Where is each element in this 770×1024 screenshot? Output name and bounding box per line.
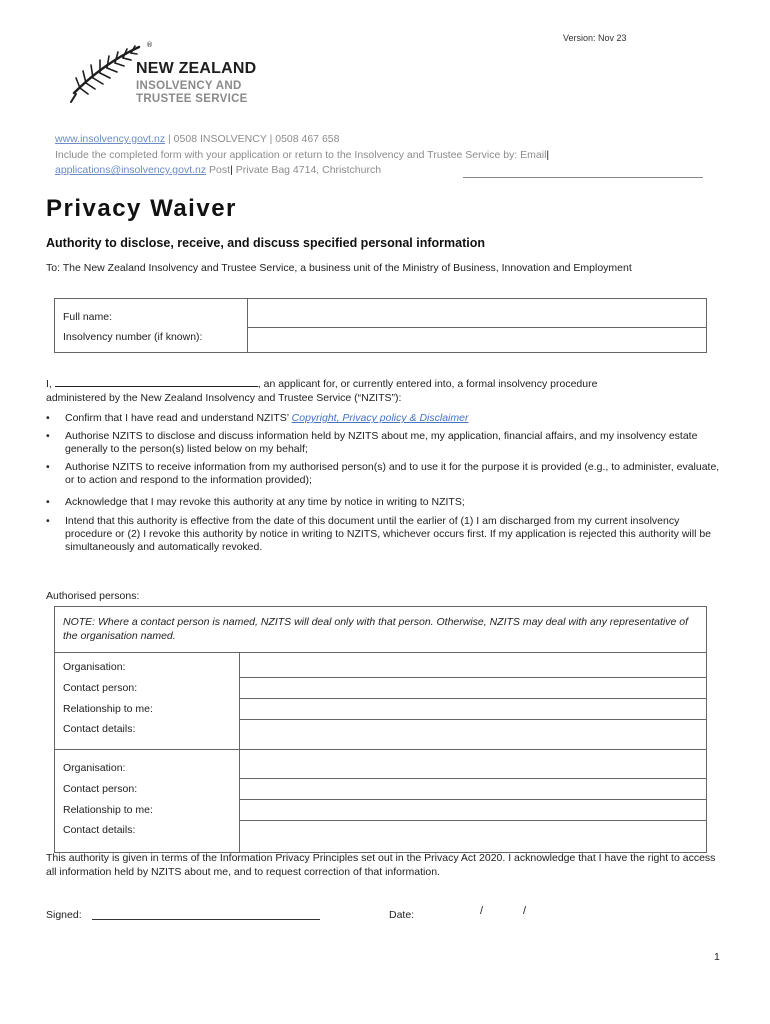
declaration-prefix: I,: [46, 378, 55, 390]
email-link[interactable]: applications@insolvency.govt.nz: [55, 164, 207, 176]
declaration-line2: administered by the New Zealand Insolvency and Trustee Service (“NZITS”):: [46, 391, 402, 404]
declaration: [46, 376, 736, 405]
declaration-suffix: , an applicant for, or currently entered into, a formal insolvency procedure: [257, 378, 598, 390]
fern-icon: [71, 46, 139, 102]
date-separator: /: [523, 905, 527, 917]
contact-person-field-2[interactable]: [240, 778, 707, 799]
post-label: Post: [206, 164, 231, 176]
list-item: • Authorise NZITS to receive information from my authorised person(s) and to use it for the purpose it is provided (e.g., to administer, evaluate, or to action and respond to the information provided);: [46, 461, 726, 487]
list-item: • Authorise NZITS to disclose and discuss information held by NZITS about me, my application, financial affairs, and my insolvency estate generally to the person(s) listed below on my behalf;: [46, 430, 726, 456]
applicant-table: [54, 298, 707, 353]
organisation-label: Organisation:: [55, 750, 240, 779]
list-item: • Intend that this authority is effective from the date of this document until the earlier of (1) I am discharged from my current insolvency procedure or (2) I revoke this authority by notice in writing to NZITS, whichever occurs first. If my application is rejected this authority will be simultaneously and automatically revoked.: [46, 515, 726, 554]
page-number: 1: [714, 951, 720, 963]
contact-person-field-1[interactable]: [240, 677, 707, 698]
separator: |: [230, 164, 233, 176]
divider: [463, 177, 703, 178]
date-separator: /: [480, 905, 484, 917]
insolvency-number-label: Insolvency number (if known):: [55, 328, 248, 353]
page-subtitle: Authority to disclose, receive, and discuss specified personal information: [46, 236, 486, 250]
note-text: NOTE: Where a contact person is named, NZITS will deal only with that person. Otherwise, NZITS may deal with any representative of the organisation named.: [55, 607, 707, 653]
closing-statement: This authority is given in terms of the Information Privacy Principles set out in the Privacy Act 2020. I acknowledge that I have the right to access all information held by NZITS about me, and to request correction of that information.: [46, 852, 716, 878]
page-title: Privacy Waiver: [46, 195, 237, 222]
copyright-privacy-link[interactable]: Copyright, Privacy policy & Disclaimer: [291, 412, 469, 424]
website-link[interactable]: www.insolvency.govt.nz: [55, 133, 166, 145]
full-name-field[interactable]: [248, 299, 707, 328]
contact-person-label: Contact person:: [55, 677, 240, 698]
separator: |: [546, 148, 550, 161]
relationship-label: Relationship to me:: [55, 698, 240, 719]
contact-block: [55, 132, 549, 179]
logo-subtitle-line2: TRUSTEE SERVICE: [136, 93, 248, 105]
insolvency-number-field[interactable]: [248, 328, 707, 353]
relationship-field-1[interactable]: [240, 698, 707, 719]
organisation-label: Organisation:: [55, 653, 240, 678]
addressee-line: To: The New Zealand Insolvency and Trustee Service, a business unit of the Ministry of Business, Innovation and Employment: [46, 262, 632, 274]
contact-details-field-1[interactable]: [240, 719, 707, 750]
return-instruction: Include the completed form with your application or return to the Insolvency and Trustee Service by: Email: [55, 148, 547, 161]
signed-label: Signed:: [46, 909, 82, 921]
date-label: Date:: [389, 909, 415, 921]
contact-details-label: Contact details:: [55, 820, 240, 853]
relationship-field-2[interactable]: [240, 799, 707, 820]
logo-title: NEW ZEALAND: [136, 60, 257, 77]
version-label: Version: Nov 23: [563, 33, 627, 43]
contact-details-label: Contact details:: [55, 719, 240, 750]
signature-line[interactable]: [92, 919, 320, 920]
applicant-name-blank[interactable]: [55, 376, 258, 387]
list-item: • Acknowledge that I may revoke this authority at any time by notice in writing to NZITS;: [46, 496, 726, 509]
authorised-persons-label: Authorised persons:: [46, 590, 140, 602]
logo-subtitle-line1: INSOLVENCY AND: [136, 80, 242, 92]
list-item: • Confirm that I have read and understand NZITS’ Copyright, Privacy policy & Disclaimer: [46, 412, 726, 425]
contact-person-label: Contact person:: [55, 778, 240, 799]
authorised-persons-table: [54, 606, 707, 853]
logo-subtitle: [136, 80, 248, 106]
full-name-label: Full name:: [55, 299, 248, 328]
phone-text: | 0508 INSOLVENCY | 0508 467 658: [165, 133, 340, 145]
relationship-label: Relationship to me:: [55, 799, 240, 820]
contact-details-field-2[interactable]: [240, 820, 707, 853]
registered-mark: ®: [146, 41, 153, 49]
post-address: Private Bag 4714, Christchurch: [232, 164, 382, 176]
organisation-field-2[interactable]: [240, 750, 707, 779]
organisation-field-1[interactable]: [240, 653, 707, 678]
authority-list: [46, 412, 726, 554]
